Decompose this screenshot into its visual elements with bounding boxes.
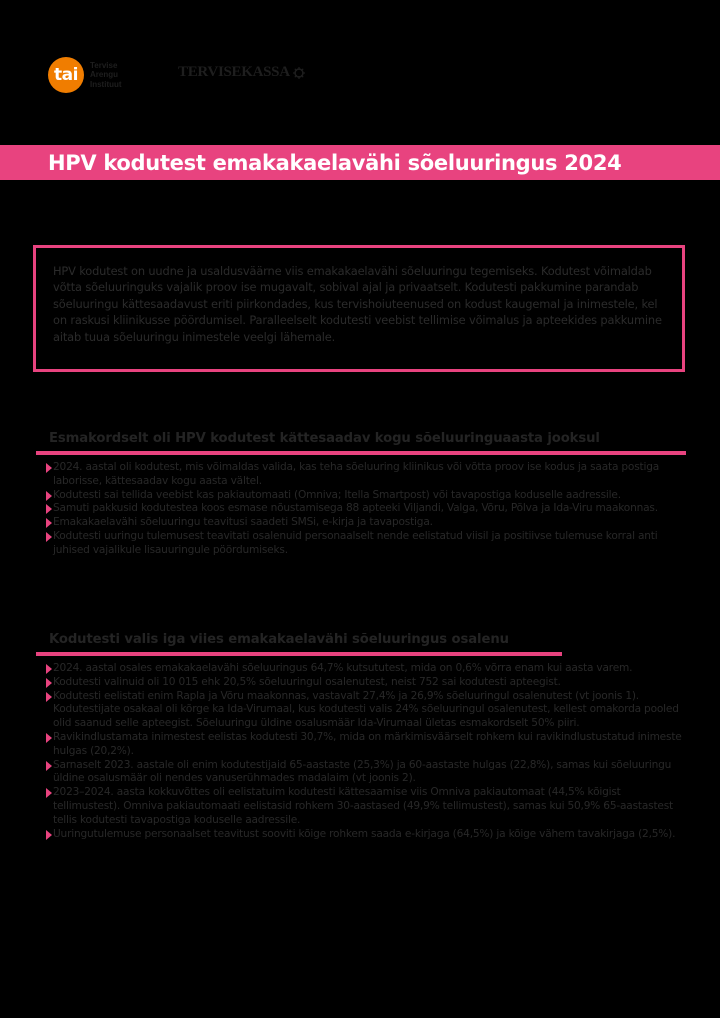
tervisekassa-logo [178, 64, 306, 81]
tai-logo-text [90, 61, 122, 90]
list-item [36, 489, 686, 503]
list-item [36, 786, 686, 827]
bullet-arrow-icon [46, 463, 52, 473]
list-item [36, 461, 686, 489]
list-item-text: 2024. aastal oli kodutest, mis võimaldas valida, kas teha sõeluuring kliinikus või võtta proov ise kodus ja saata postiga laborisse, kättesaadav kogu aasta vältel. [53, 461, 660, 487]
list-item-text: Samuti pakkusid kodutestea koos esmase nõustamisega 88 apteeki Viljandi, Valga, Võru, Põlva ja Ida-Viru maakonnas. [53, 502, 658, 515]
intro-text: HPV kodutest on uudne ja usaldusväärne viis emakakaelavähi sõeluuringu tegemiseks. Kodutest võimaldab võtta sõeluuringuks vajalik proov ise mugavalt, sobival ajal ja privaatselt. Kodutesti pakkumine parandab sõeluuringu kättesaadavust eriti piirkondades, kus tervishoiuteenused on kodust kaugemal ja inimestele, kel on raskusi kliinikusse pöördumisel. Paralleelselt kodutesti veebist tellimise võimalus ja apteekides pakkumine aitab tuua sõeluuringu inimestele veelgi lähemale. [53, 264, 662, 344]
bullet-arrow-icon [46, 788, 52, 798]
list-item [36, 731, 686, 759]
list-item-text: Kodutesti uuringu tulemusest teavitati osalenuid personaalselt nende eelistatud viisil ja positiivse tulemuse korral anti juhised vajalikule lisauuringule pöördumiseks. [53, 529, 658, 556]
bullet-arrow-icon [46, 532, 52, 542]
section-availability [36, 431, 686, 558]
section-divider [36, 451, 686, 455]
list-item [36, 690, 686, 731]
list-item [36, 516, 686, 530]
list-item [36, 530, 686, 558]
list-item-text: Kodutesti sai tellida veebist kas pakiautomaati (Omniva; Itella Smartpost) või tavapostiga koduselle aadressile. [53, 488, 621, 501]
bullet-arrow-icon [46, 678, 52, 688]
list-item [36, 759, 686, 787]
bullet-arrow-icon [46, 692, 52, 702]
bullet-list [36, 662, 686, 841]
list-item-text: Ravikindlustamata inimestest eelistas kodutesti 30,7%, mida on märkimisväärselt rohkem kui ravikindlustustatud inimeste hulgas (20,2%). [53, 730, 682, 757]
list-item-text: Sarnaselt 2023. aastale oli enim kodutestijaid 65-aastaste (25,3%) ja 60-aastaste hulgas (22,8%), samas kui sõeluuringu üldine osalusmäär oli nendes vanuserühmades madalaim (vt joonis 2). [53, 758, 672, 785]
bullet-arrow-icon [46, 830, 52, 840]
list-item-text: Uuringutulemuse personaalset teavitust sooviti kõige rohkem saada e-kirjaga (64,5%) ja kõige vähem tavakirjaga (2,5%). [53, 827, 676, 840]
section-heading: Esmakordselt oli HPV kodutest kättesaadav kogu sõeluuringuaasta jooksul [49, 431, 600, 446]
section-divider [36, 652, 562, 656]
section-participation [36, 632, 686, 841]
tai-logo-line: Arengu [90, 70, 118, 80]
intro-box [33, 245, 685, 372]
list-item [36, 502, 686, 516]
list-item [36, 662, 686, 676]
list-item [36, 676, 686, 690]
tervisekassa-logo-text: TERVISEKASSA [178, 64, 290, 80]
list-item-text: Kodutesti eelistati enim Rapla ja Võru maakonnas, vastavalt 27,4% ja 26,9% sõeluuringul osalenutest (vt joonis 1). Kodutestijate osakaal oli kõrge ka Ida-Virumaal, kus kodutesti valis 24% sõeluuringul osalenutest, kellest omakorda pooled olid saanud selle apteegist. Sõeluuringu üldine osalusmäär Ida-Virumaal ületas esmakordselt 50% piiri. [53, 689, 679, 730]
tai-logo-mark: tai [48, 57, 84, 93]
bullet-list [36, 461, 686, 558]
page-title: HPV kodutest emakakaelavähi sõeluuringus 2024 [48, 150, 622, 175]
tai-logo-line: Instituut [90, 79, 122, 89]
section-heading: Kodutesti valis iga viies emakakaelavähi sõeluuringus osalenu [49, 632, 509, 647]
bullet-arrow-icon [46, 733, 52, 743]
list-item-text: 2024. aastal osales emakakaelavähi sõeluuringus 64,7% kutsututest, mida on 0,6% võrra enam kui aasta varem. [53, 662, 633, 674]
list-item-text: 2023–2024. aasta kokkuvõttes oli eelistatuim kodutesti kättesaamise viis Omniva pakiautomaat (44,5% kõigist tellimustest). Omniva pakiautomaati eelistasid rohkem 30-aastased (49,9% tellimustest), samas kui 50,9% 65-aastastest tellis kodutesti tavapostiga koduselle aadressile. [53, 786, 674, 826]
list-item-text: Kodutesti valinuid oli 10 015 ehk 20,5% sõeluuringul osalenutest, neist 752 sai kodutesti apteegist. [53, 675, 561, 688]
bullet-arrow-icon [46, 664, 52, 674]
list-item-text: Emakakaelavähi sõeluuringu teavitusi saadeti SMSi, e-kirja ja tavapostiga. [53, 516, 433, 529]
tai-logo [48, 55, 122, 95]
title-banner [0, 145, 720, 180]
bullet-arrow-icon [46, 518, 52, 528]
bullet-arrow-icon [46, 761, 52, 771]
tai-logo-line: Tervise [90, 60, 118, 70]
list-item [36, 828, 686, 842]
bullet-arrow-icon [46, 504, 52, 514]
tervisekassa-emblem-icon [292, 66, 306, 80]
bullet-arrow-icon [46, 491, 52, 501]
